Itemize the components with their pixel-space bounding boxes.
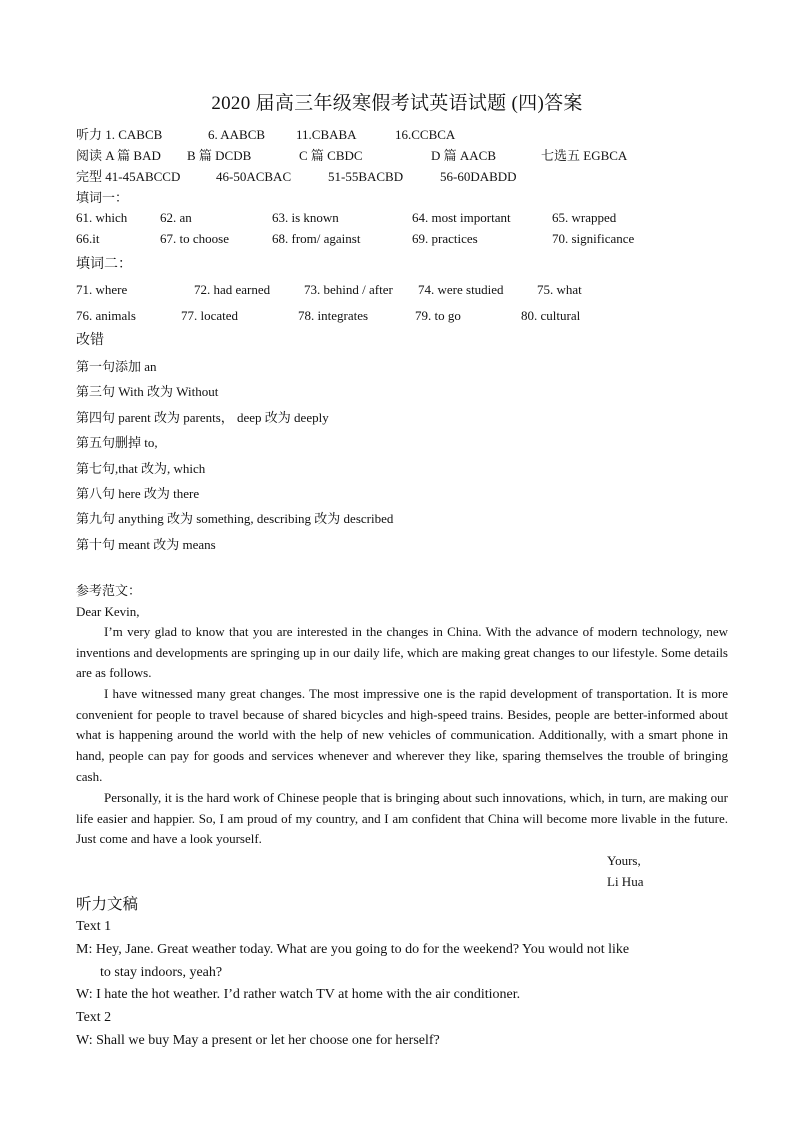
fill1-answer: 65. wrapped [552, 210, 617, 225]
correction-item: 第九句 anything 改为 something, describing 改为 described [76, 511, 394, 526]
essay-paragraph: I’m very glad to know that you are interested in the changes in China. With the advance of modern technology, new inventions and developments are springing up in our daily life, which are making great changes to our lifestyle. Some details are as follows. [76, 624, 728, 681]
fill1-answer: 61. which [76, 210, 128, 225]
cloze-answers-4: 56-60DABDD [440, 169, 517, 184]
fill2-answer: 80. cultural [521, 308, 581, 323]
essay-closing: Yours, [607, 853, 641, 868]
fill1-answer: 63. is known [272, 210, 339, 225]
transcript-line: W: I hate the hot weather. I’d rather watch TV at home with the air conditioner. [76, 987, 521, 1002]
listening-answers-3: 11.CBABA [296, 127, 357, 142]
essay-heading: 参考范文： [76, 583, 142, 598]
correction-item: 第八句 here 改为 there [76, 486, 200, 501]
fill1-answer: 62. an [160, 210, 192, 225]
listening-answers-2: 6. AABCB [208, 127, 266, 142]
fill1-answer: 69. practices [412, 231, 478, 246]
essay-paragraph: I have witnessed many great changes. The most impressive one is the rapid development of transportation. It is more convenient for people to travel because of shared bicycles and high-speed trains. Besides, people are better-informed about what is happening around the world with the help of new vehicles of communication. Additionally, with a smart phone in hand, people can pay for goods and services whenever and wherever they like, sparing themselves the trouble of bringing cash. [76, 686, 728, 784]
cloze-answers-1: 完型 41-45ABCCD [76, 169, 181, 184]
correction-item: 第三句 With 改为 Without [76, 384, 219, 399]
correction-item: 第四句 parent 改为 parents， deep 改为 deeply [76, 410, 329, 425]
fill1-answer: 64. most important [412, 210, 511, 225]
listening-answers-1: 听力 1. CABCB [76, 127, 163, 142]
fill2-answer: 76. animals [76, 308, 136, 323]
cloze-answers-2: 46-50ACBAC [216, 169, 292, 184]
fill1-answer: 68. from/ against [272, 231, 361, 246]
fill2-answer: 79. to go [415, 308, 461, 323]
essay-signature: Li Hua [607, 874, 644, 889]
reading-answers-d: D 篇 AACB [431, 148, 497, 163]
listening-answers-4: 16.CCBCA [395, 127, 456, 142]
transcript-speaker-line: M: Hey, Jane. Great weather today. What are you going to do for the weekend? You would not like [76, 942, 630, 957]
transcript-text2-label: Text 2 [76, 1010, 112, 1025]
fill1-heading: 填词一： [76, 190, 129, 205]
fill1-answer: 70. significance [552, 231, 635, 246]
reading-answers-a: 阅读 A 篇 BAD [76, 148, 161, 163]
fill2-answer: 71. where [76, 282, 128, 297]
correction-item: 第五句删掉 to, [76, 435, 158, 450]
essay-greeting: Dear Kevin, [76, 604, 140, 619]
fill2-answer: 72. had earned [194, 282, 271, 297]
transcript-heading: 听力文稿 [76, 896, 139, 913]
fill2-answer: 74. were studied [418, 282, 504, 297]
correction-item: 第一句添加 an [76, 359, 157, 374]
fill2-answer: 73. behind / after [304, 282, 393, 297]
correction-item: 第七句,that 改为, which [76, 461, 206, 476]
cloze-answers-3: 51-55BACBD [328, 169, 404, 184]
fill1-answer: 66.it [76, 231, 100, 246]
fill1-answer: 67. to choose [160, 231, 229, 246]
fill2-heading: 填词二： [76, 257, 132, 272]
fill2-answer: 77. located [181, 308, 239, 323]
reading-answers-seven: 七选五 EGBCA [541, 148, 628, 163]
transcript-text1-label: Text 1 [76, 919, 112, 934]
reading-answers-c: C 篇 CBDC [299, 148, 363, 163]
page-title: 2020 届高三年级寒假考试英语试题 (四)答案 [211, 93, 583, 114]
correction-item: 第十句 meant 改为 means [76, 537, 216, 552]
transcript-speaker-line-cont: to stay indoors, yeah? [100, 964, 223, 980]
reading-answers-b: B 篇 DCDB [187, 148, 252, 163]
fill2-answer: 78. integrates [298, 308, 369, 323]
essay-paragraph: Personally, it is the hard work of Chinese people that is bringing about such innovations, which, in turn, are making our life easier and happier. So, I am proud of my country, and I am confident that China will become more livable in the future. Just come and have a look yourself. [76, 790, 728, 847]
fill2-answer: 75. what [537, 282, 582, 297]
correction-heading: 改错 [76, 333, 104, 348]
transcript-line [76, 939, 736, 984]
transcript-line: W: Shall we buy May a present or let her choose one for herself? [76, 1033, 440, 1048]
